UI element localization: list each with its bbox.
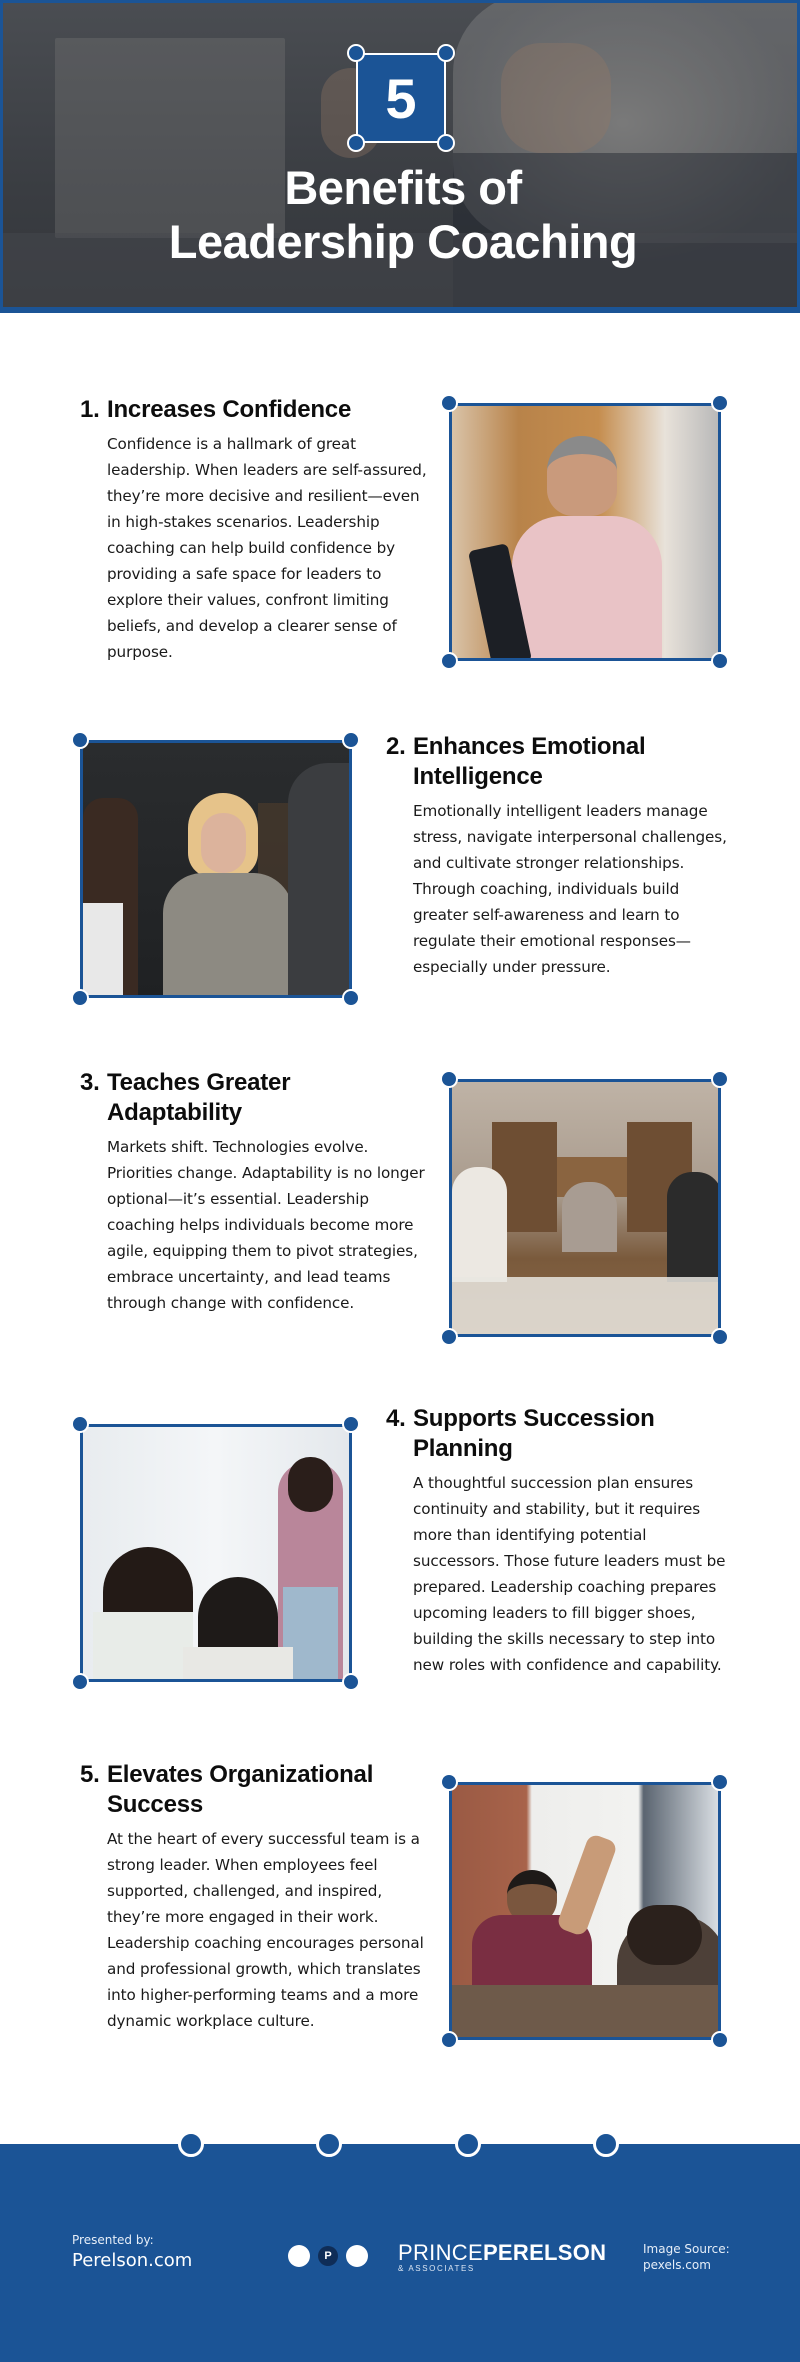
benefit-title: Increases Confidence <box>107 396 352 423</box>
corner-dot-icon <box>711 2031 729 2049</box>
benefit-photo-team-meeting <box>449 1079 721 1337</box>
benefit-photo-high-five <box>449 1782 721 2040</box>
benefit-heading <box>386 732 736 792</box>
logo-circle-icon <box>288 2245 310 2267</box>
benefit-body: At the heart of every successful team is a strong leader. When employees feel supported, challenged, and inspired, they’re more engaged in their work. Leadership coaching encourages personal and professional growth, which translates into higher-performing teams and a more dynamic workplace culture. <box>107 1830 424 2030</box>
corner-dot-icon <box>440 394 458 412</box>
benefit-heading <box>80 1760 430 1820</box>
corner-dot-icon <box>440 652 458 670</box>
corner-dot-icon <box>342 1673 360 1691</box>
corner-dot-icon <box>711 1328 729 1346</box>
benefit-text <box>80 1760 430 2034</box>
corner-dot-icon <box>71 1673 89 1691</box>
corner-dot-icon <box>71 1415 89 1433</box>
hero-background-hand <box>501 43 611 153</box>
brand-subtitle: & ASSOCIATES <box>398 2263 475 2273</box>
corner-dot-icon <box>71 731 89 749</box>
hero-divider <box>0 307 800 313</box>
corner-dot-icon <box>440 1328 458 1346</box>
hero-banner <box>0 0 800 313</box>
benefit-title: Enhances Emotional Intelligence <box>413 733 646 790</box>
footer-ring-icon <box>455 2131 481 2157</box>
benefit-body: Emotionally intelligent leaders manage stress, navigate interpersonal challenges, and cultivate stronger relationships. Through coaching, individuals build greater self-awareness and learn to regulate their emotional responses—especially under pressure. <box>413 802 727 976</box>
logo-circle-icon <box>346 2245 368 2267</box>
logo-p-icon: P <box>318 2246 338 2266</box>
corner-dot-icon <box>711 1773 729 1791</box>
benefit-number: 5. <box>80 1761 100 1788</box>
presented-by-label: Presented by: <box>72 2233 154 2247</box>
image-source-label: Image Source: <box>643 2242 730 2256</box>
brand-name-bold: PERELSON <box>482 2239 607 2265</box>
corner-dot-icon <box>440 1070 458 1088</box>
corner-dot-icon <box>342 989 360 1007</box>
badge-number: 5 <box>356 53 446 143</box>
logo-wordmark <box>398 2240 606 2273</box>
benefit-body: A thoughtful succession plan ensures continuity and stability, but it requires more than identifying potential successors. Those future leaders must be prepared. Leadership coaching prepares upcoming leaders to fill bigger shoes, building the skills necessary to step into new roles with confidence and capability. <box>413 1474 726 1674</box>
corner-dot-icon <box>440 1773 458 1791</box>
benefit-photo-confident-woman <box>449 403 721 661</box>
benefit-text <box>80 1068 430 1316</box>
corner-dot-icon <box>342 731 360 749</box>
corner-dot-icon <box>347 44 365 62</box>
image-source-link[interactable]: pexels.com <box>643 2258 711 2272</box>
footer-ring-icon <box>593 2131 619 2157</box>
page-title-line2: Leadership Coaching <box>168 215 638 268</box>
benefit-number: 1. <box>80 396 100 423</box>
image-source <box>643 2241 730 2273</box>
benefit-title: Teaches Greater Adaptability <box>107 1069 291 1126</box>
number-badge <box>356 53 446 143</box>
corner-dot-icon <box>711 652 729 670</box>
page-title <box>3 161 800 269</box>
corner-dot-icon <box>711 394 729 412</box>
corner-dot-icon <box>711 1070 729 1088</box>
benefit-photo-emotional-intelligence <box>80 740 352 998</box>
benefit-title: Supports Succession Planning <box>413 1405 655 1462</box>
presented-by-link[interactable]: Perelson.com <box>72 2250 193 2271</box>
corner-dot-icon <box>347 134 365 152</box>
footer-ring-icon <box>178 2131 204 2157</box>
benefit-photo-presentation <box>80 1424 352 1682</box>
benefit-text <box>386 1404 736 1678</box>
corner-dot-icon <box>437 134 455 152</box>
corner-dot-icon <box>437 44 455 62</box>
benefit-heading <box>80 395 430 425</box>
benefit-heading <box>80 1068 430 1128</box>
benefit-body: Confidence is a hallmark of great leadership. When leaders are self-assured, they’re more decisive and resilient—even in high-stakes scenarios. Leadership coaching can help build confidence by providing a safe space for leaders to explore their values, confront limiting beliefs, and develop a clearer sense of purpose. <box>107 435 427 661</box>
benefit-number: 3. <box>80 1069 100 1096</box>
footer-ring-icon <box>316 2131 342 2157</box>
benefit-heading <box>386 1404 736 1464</box>
benefit-title: Elevates Organizational Success <box>107 1761 374 1818</box>
benefit-number: 4. <box>386 1405 406 1432</box>
brand-name-light: PRINCE <box>398 2239 483 2265</box>
benefit-number: 2. <box>386 733 406 760</box>
page-title-line1: Benefits of <box>284 161 522 214</box>
benefit-text <box>386 732 736 980</box>
benefit-body: Markets shift. Technologies evolve. Priorities change. Adaptability is no longer optional—it’s essential. Leadership coaching helps individuals become more agile, equipping them to pivot strategies, embrace uncertainty, and lead teams through change with confidence. <box>107 1138 425 1312</box>
company-logo <box>288 2236 606 2276</box>
benefit-text <box>80 395 430 665</box>
corner-dot-icon <box>342 1415 360 1433</box>
corner-dot-icon <box>440 2031 458 2049</box>
corner-dot-icon <box>71 989 89 1007</box>
